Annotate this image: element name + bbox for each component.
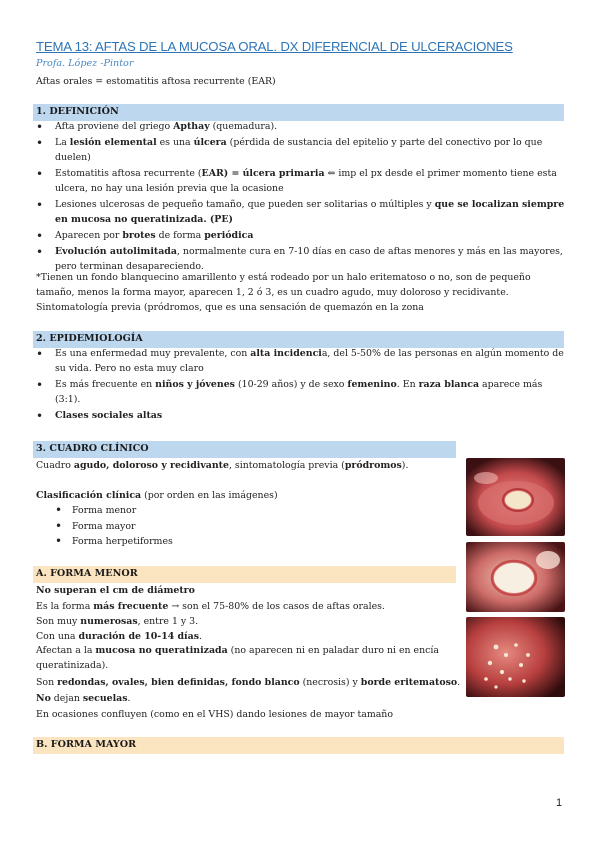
forma-menor-line: Afectan a la mucosa no queratinizada (no aparecen ni en paladar duro ni en encía queratinizada). — [36, 645, 439, 671]
section-heading-epidemiologia — [33, 331, 564, 348]
forma-menor-line: En ocasiones confluyen (como en el VHS) dando lesiones de mayor tamaño — [36, 709, 393, 720]
forma-menor-line: Con una duración de 10-14 días. — [36, 631, 202, 642]
photo-forma-mayor — [466, 542, 565, 612]
clinical-summary: Cuadro agudo, doloroso y recidivante, sintomatología previa (pródromos). — [36, 460, 409, 471]
list-item: • Aparecen por brotes de forma periódica — [36, 229, 566, 244]
list-item: • Evolución autolimitada, normalmente cura en 7-10 días en caso de aftas menores y más en las mayores, pero terminan desapareciendo. — [36, 245, 566, 275]
list-item: • Forma herpetiformes — [55, 534, 173, 550]
section-heading-forma-mayor — [33, 737, 564, 754]
section-heading-label: A. FORMA MENOR — [36, 568, 138, 579]
section-heading-label: 2. EPIDEMIOLOGÍA — [36, 333, 143, 344]
forma-menor-line: No superan el cm de diámetro — [36, 585, 195, 596]
list-item: • Estomatitis aftosa recurrente (EAR) = úlcera primaria ⇐ imp el px desde el primer momento tiene esta ulcera, no hay una lesión previa que la ocasione — [36, 167, 566, 197]
list-item: • Es más frecuente en niños y jóvenes (10-29 años) y de sexo femenino. En raza blanca aparece más (3:1). — [36, 378, 566, 408]
list-item: • Forma mayor — [55, 519, 173, 535]
list-item: • La lesión elemental es una úlcera (pérdida de sustancia del epitelio y parte del conectivo por lo que duelen) — [36, 136, 566, 166]
forma-menor-line: No dejan secuelas. — [36, 693, 131, 704]
section-heading-cuadro-clinico — [33, 441, 456, 458]
forma-menor-line: Son redondas, ovales, bien definidas, fondo blanco (necrosis) y borde eritematoso. — [36, 677, 461, 688]
epidemiology-list — [36, 347, 566, 425]
section-heading-label: 1. DEFINICIÓN — [36, 106, 119, 117]
section-heading-label: 3. CUADRO CLÍNICO — [36, 443, 149, 454]
list-item: • Forma menor — [55, 503, 173, 519]
document-title: TEMA 13: AFTAS DE LA MUCOSA ORAL. DX DIFERENCIAL DE ULCERACIONES — [36, 39, 513, 54]
section-heading-forma-menor — [33, 566, 456, 583]
photo-forma-herpetiforme — [466, 617, 565, 697]
list-item: • Afta proviene del griego Apthay (quemadura). — [36, 120, 566, 135]
intro-line: Aftas orales = estomatitis aftosa recurrente (EAR) — [36, 76, 276, 87]
forma-menor-line: Es la forma más frecuente → son el 75-80% de los casos de aftas orales. — [36, 601, 385, 612]
definition-list — [36, 120, 566, 276]
section-heading-definicion — [33, 104, 564, 121]
page-number: 1 — [556, 797, 563, 809]
list-item: • Lesiones ulcerosas de pequeño tamaño, que pueden ser solitarias o múltiples y que se localizan siempre en mucosa no queratinizada. (PE) — [36, 198, 566, 228]
forma-menor-line: Son muy numerosas, entre 1 y 3. — [36, 616, 199, 627]
list-item: • Clases sociales altas — [36, 409, 566, 424]
section-heading-label: B. FORMA MAYOR — [36, 739, 137, 750]
clinical-classification: Clasificación clínica (por orden en las imágenes) — [36, 490, 278, 501]
forms-list — [55, 503, 173, 550]
list-item: • Es una enfermedad muy prevalente, con alta incidencia, del 5-50% de las personas en algún momento de su vida. Pero no esta muy claro — [36, 347, 566, 377]
photo-forma-menor — [466, 458, 565, 536]
definition-note: *Tienen un fondo blanquecino amarillento y está rodeado por un halo eritematoso o no, son de pequeño tamaño, menos la forma mayor, aparecen 1, 2 ó 3, es un cuadro agudo, muy doloroso y recidivante. Sintomatología previa (pródromos, que es una sensación de quemazón en la zona — [36, 272, 531, 313]
author-line: Profa. López -Pintor — [36, 58, 134, 69]
